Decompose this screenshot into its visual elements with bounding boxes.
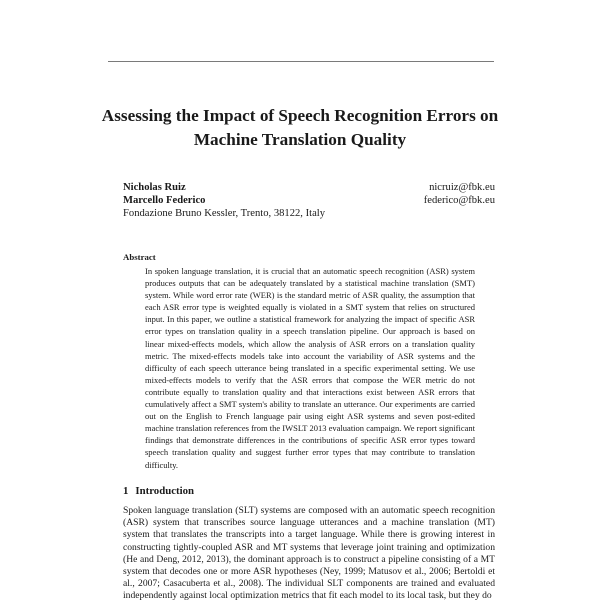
author-email: federico@fbk.eu (423, 195, 495, 206)
section-title: Introduction (135, 485, 195, 497)
section-number: 1 (123, 485, 129, 497)
author-block (123, 181, 495, 220)
author-row (123, 181, 495, 194)
author-name: Nicholas Ruiz (123, 182, 186, 193)
author-name: Marcello Federico (123, 195, 206, 206)
section-heading (123, 485, 194, 497)
paper-title: Assessing the Impact of Speech Recognition Errors on Machine Translation Quality (101, 106, 499, 149)
abstract-text: In spoken language translation, it is crucial that an automatic speech recognition (ASR) system produces outputs that can be adequately translated by a statistical machine translation (SMT) system. While word error rate (WER) is the standard metric of ASR quality, the assumption that each ASR error type is weighted equally is violated in a SMT system that relies on structured input. In this paper, we outline a statistical framework for analyzing the impact of specific ASR error types on translation quality in a speech translation pipeline. Our approach is based on linear mixed-effects models, which allow the analysis of ASR errors on a translation quality metric. The mixed-effects models take into account the variability of ASR systems and the difficulty of each speech utterance being translated in a specific experimental setting. We use mixed-effects models to verify that the ASR errors that compose the WER metric do not contribute equally to translation quality and that interactions exist between ASR errors that cumulatively affect a SMT system's ability to translate an utterance. Our experiments are carried out on the English to French language pair using eight ASR systems and seven post-edited machine translation references from the IWSLT 2013 evaluation campaign. We report significant findings that demonstrate differences in the contributions of specific ASR error types toward speech translation quality and suggest further error types that may contribute to translation difficulty. (145, 266, 475, 470)
abstract-heading: Abstract (123, 252, 156, 262)
author-row (123, 194, 495, 207)
introduction-text: Spoken language translation (SLT) systems are composed with an automatic speech recognition (ASR) system that transcribes source language utterances and a machine translation (MT) system that translates the transcripts into a target language. While there is growing interest in constructing tightly-coupled ASR and MT systems that leverage joint training and optimization (He and Deng, 2012, 2013), the dominant approach is to construct a pipeline consisting of a MT system that decodes one or more ASR hypotheses (Ney, 1999; Matusov et al., 2006; Bertoldi et al., 2007; Casacuberta et al., 2008). The individual SLT components are trained and evaluated independently against local optimization metrics that fit each model to its local task, but they do (123, 505, 495, 602)
header-rule (108, 61, 494, 62)
author-email: nicruiz@fbk.eu (429, 182, 495, 193)
affiliation: Fondazione Bruno Kessler, Trento, 38122, Italy (123, 208, 326, 219)
